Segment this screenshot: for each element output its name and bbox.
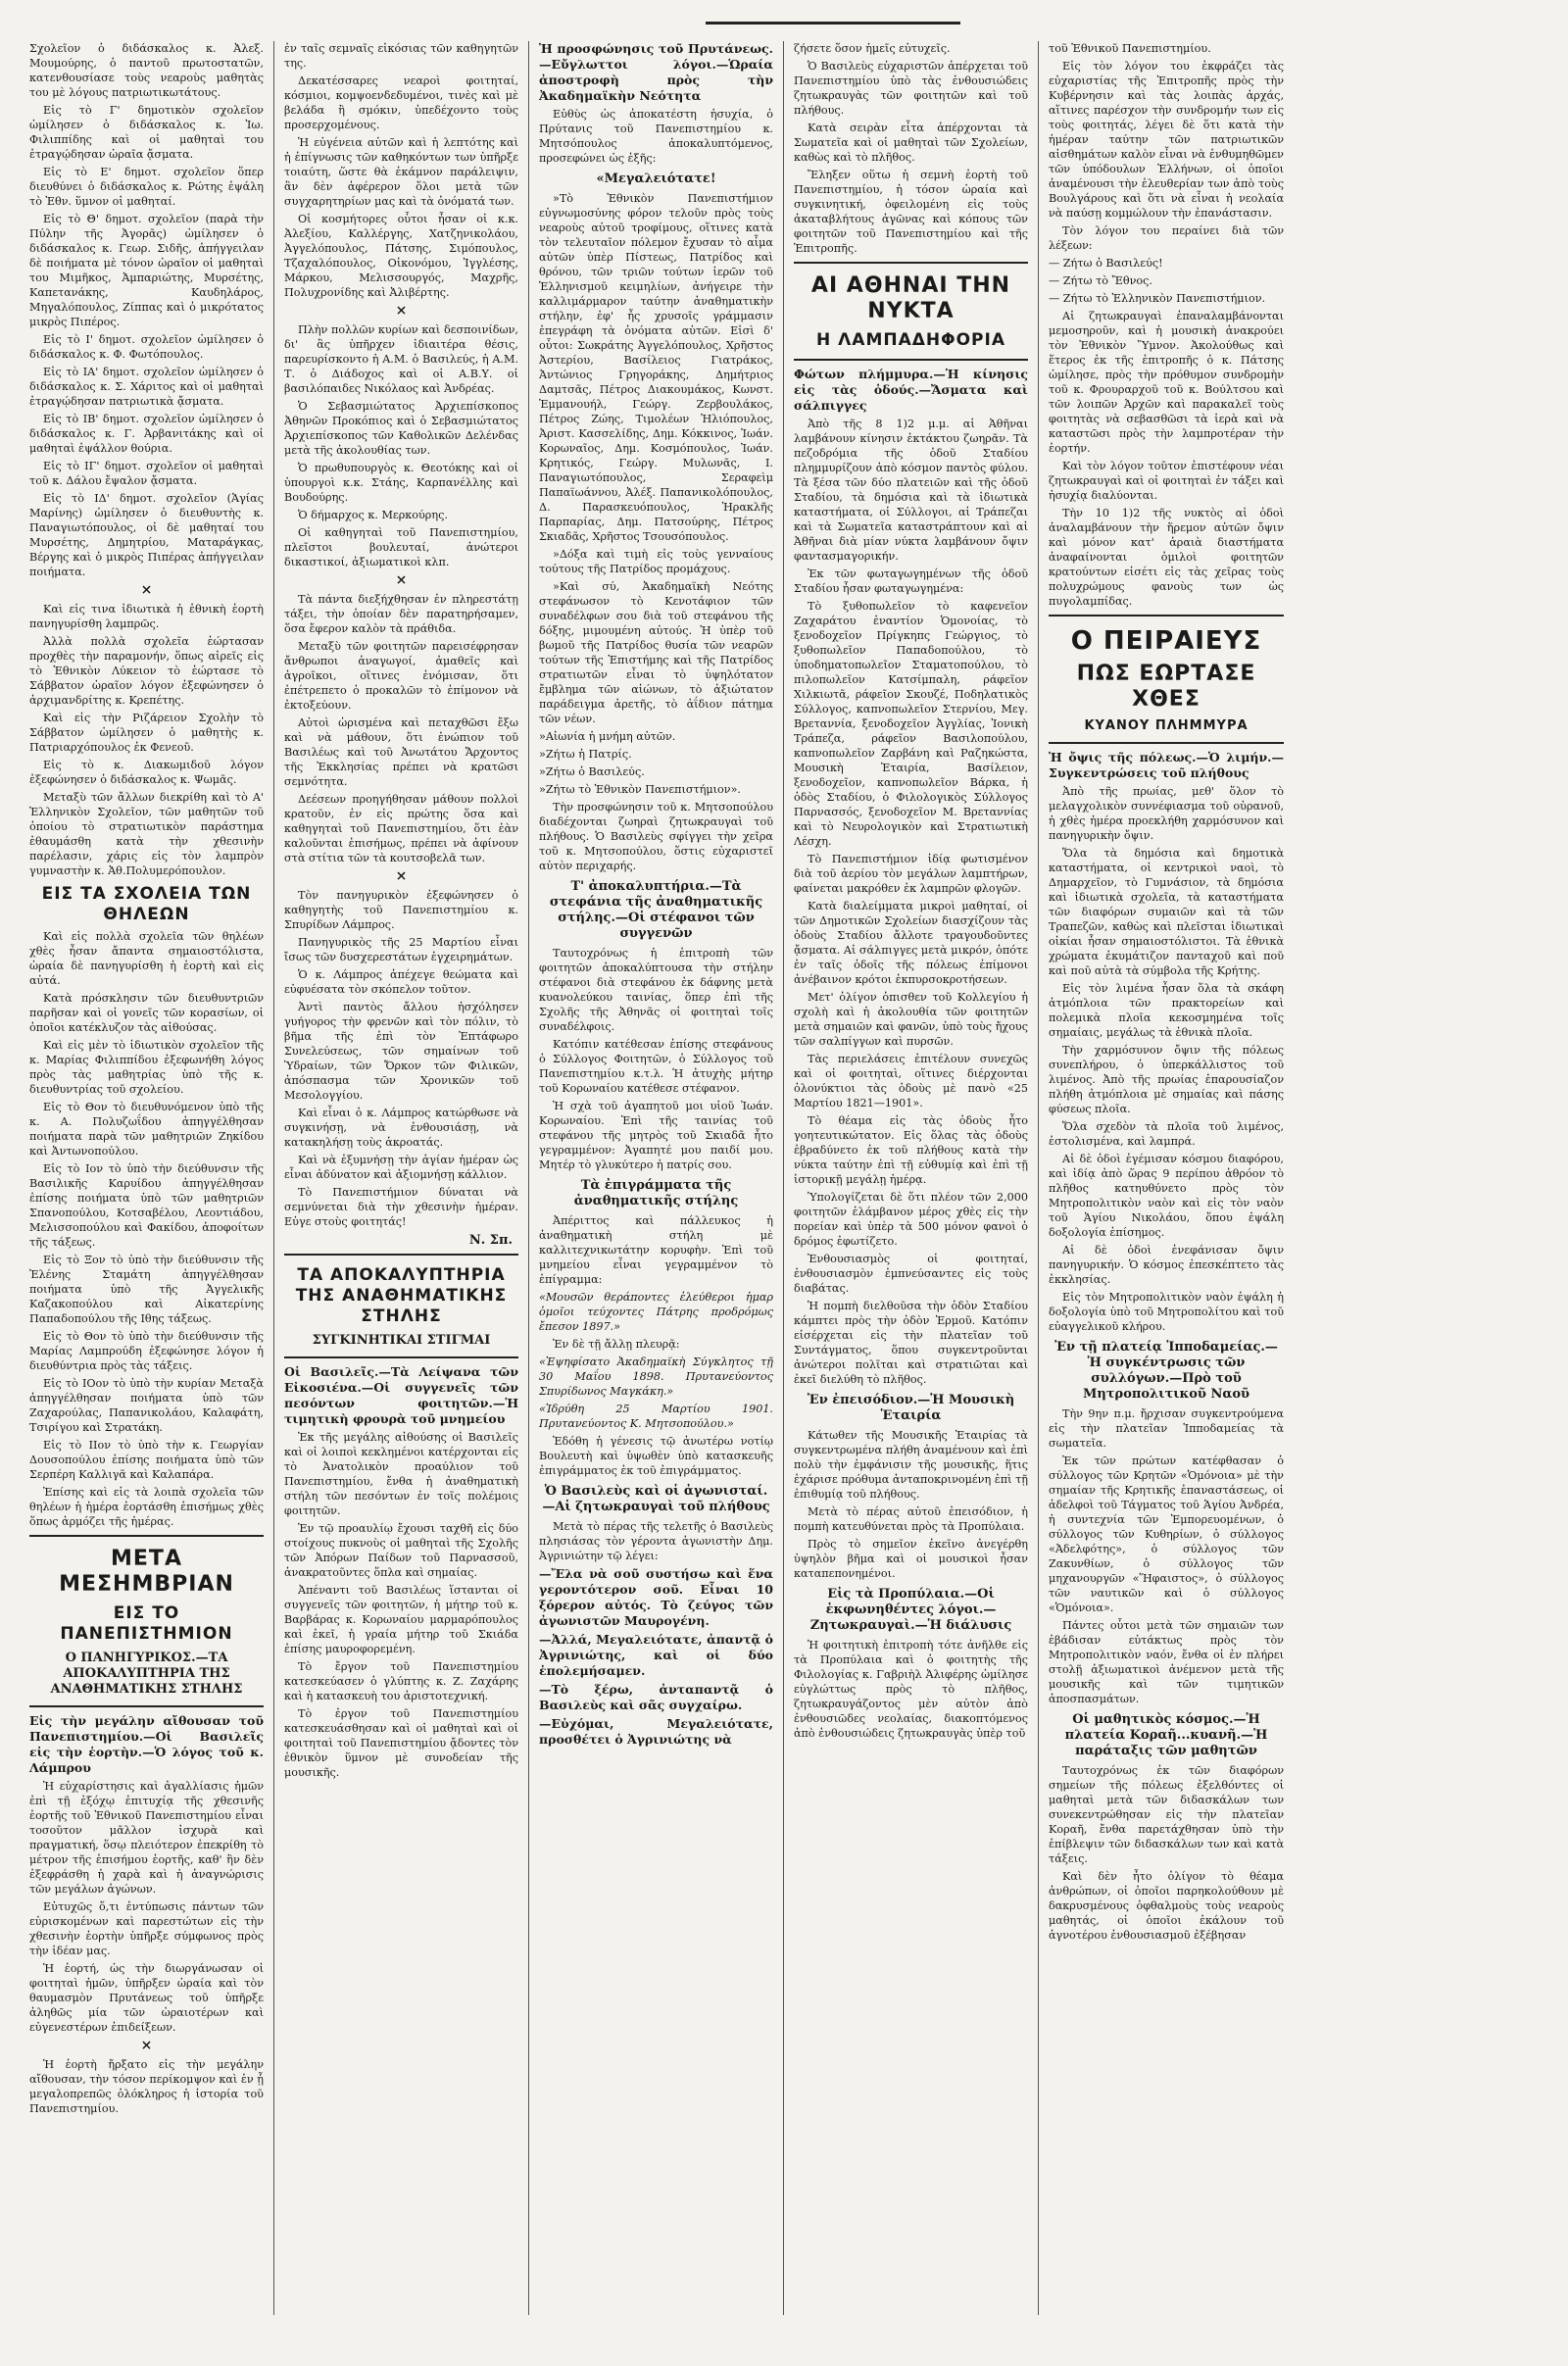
paragraph: Εἰς τὸ ΙΙον τὸ ὑπὸ τὴν κ. Γεωργίαν Δουσοπούλου ἐπίσης ποιήματα ὑπὸ τῶν Σερπέρη Καλλιγᾶ καὶ Καλαπάρα. (29, 1439, 264, 1481)
paragraph: Αὐτοὶ ὡρισμένα καὶ πεταχθῶσι ἔξω καὶ νὰ μάθουν, ὅτι ἐνώπιον τοῦ Βασιλέως καὶ τοῦ Ἀνωτάτου Ἄρχοντος τῆς Ἐκκλησίας πρέπει νὰ κρατῶσι σεμνότητα. (284, 716, 518, 788)
quoted-paragraph: »Δόξα καὶ τιμὴ εἰς τοὺς γενναίους τούτους τῆς Πατρίδος προμάχους. (539, 548, 773, 575)
paragraph: Ἡ σχὰ τοῦ ἀγαπητοῦ μοι υἱοῦ Ἰωάν. Κορωναίου. Ἐπὶ τῆς ταινίας τοῦ στεφάνου τῆς μητρὸς τοῦ Σκιαδᾶ ἦτο γεγραμμένον: Ἀγαπητέ μου παιδί μου. Μητέρ τὸ γλυκύτερο ἡ πατρίς σου. (539, 1100, 773, 1171)
subheadline: ΣΥΓΚΙΝΗΤΙΚΑΙ ΣΤΙΓΜΑΙ (312, 1333, 491, 1348)
paragraph: Τὸ θέαμα εἰς τὰς ὁδοὺς ἦτο γοητευτικώτατον. Εἰς ὅλας τὰς ὁδοὺς ἐβραδύνετο ἐκ τοῦ πλήθους κατὰ τὴν νύκτα ταύτην ἐπὶ τῇ εὐθυμίᾳ καὶ ἐπὶ τῇ ἱστορικῇ μεγάλῃ ἡμέρᾳ. (794, 1114, 1028, 1186)
paragraph: Ἀπὸ τῆς πρωίας, μεθ' ὅλον τὸ μελαγχολικὸν συννέφιασμα τοῦ οὐρανοῦ, ἡ χθὲς ἡμέρα προεκλήθη χαρμόσυνον καὶ πανηγυρικὴν ὄψιν. (1049, 785, 1284, 842)
quoted-line: »Αἰωνία ἡ μνήμη αὐτῶν. (539, 730, 676, 743)
paragraph: Κατὰ διαλείμματα μικροὶ μαθηταί, οἱ τῶν Δημοτικῶν Σχολείων διασχίζουν τὰς ὁδοὺς Σταδίου ἄλλοτε τραγουδοῦντες ᾄσματα. Αἱ σάλπιγγες μετὰ μικρόν, ὁπότε ἐν ταῖς ὁδοῖς τῆς πόλεως ἐπίμονοι ἀνέβαινον κρότοι ἐκπυρσοκροτήσεων. (794, 900, 1028, 986)
headline: Η ΛΑΜΠΑΔΗΦΟΡΙΑ (816, 330, 1005, 350)
paragraph: Εἰς τὸ Θ' δημοτ. σχολεῖον (παρὰ τὴν Πύλην τῆς Ἀγορᾶς) ὡμίλησεν ὁ διδάσκαλος κ. Γεωρ. Σιδῆς, ἀπήγγειλαν δὲ ποιήματα μὲ τόνον ὡραῖον οἱ μαθηταὶ του Μιμῆκος, Ἀμπαριώτης, Μυρσέτης, Καπετανάκης, Καυδηλάρος, Μηγαλόπουλος, Ζίππας καὶ ὁ μικρότατος μικρὸς Πιπέρος. (29, 213, 264, 328)
lead-paragraph: Ἡ προσφώνησις τοῦ Πρυτάνεως.—Εὔγλωττοι λόγοι.—Ὡραία ἀποστροφὴ πρὸς τὴν Ἀκαδημαϊκὴν Νεότητα (539, 41, 773, 103)
headline: ΑΙ ΑΘΗΝΑΙ ΤΗΝ ΝΥΚΤΑ (810, 273, 1011, 323)
paragraph: Τὸν πανηγυρικὸν ἐξεφώνησεν ὁ καθηγητὴς τοῦ Πανεπιστημίου κ. Σπυρίδων Λάμπρος. (284, 889, 518, 931)
paragraph: Αἱ δὲ ὁδοὶ ἐγέμισαν κόσμου διαφόρου, καὶ ἰδίᾳ ἀπὸ ὥρας 9 περίπου ἀθρόον τὸ πλῆθος κατηυθύνετο πρὸς τὸν Μητροπολιτικὸν ναὸν καὶ εἰς τὸν ναὸν τοῦ Ἁγίου Νικολάου, ὅπου ἐψάλη δοξολογία ἐπίσημος. (1049, 1153, 1284, 1239)
paragraph: Ἡ εὐγένεια αὐτῶν καὶ ἡ λεπτότης καὶ ἡ ἐπίγνωσις τῶν καθηκόντων των ὑπῆρξε τοιαύτη, ὥστε θὰ ἐκάμνον παράλειψιν, ἂν δὲν ἀφέρερον ὅλοι μετὰ τῶν συγχαρητηρίων μας καὶ τὰ ὀνόματά των. (284, 136, 518, 208)
paragraph: Κατὰ σειρὰν εἶτα ἀπέρχονται τὰ Σωματεῖα καὶ οἱ μαθηταὶ τῶν Σχολείων, καθὼς καὶ τὸ πλῆθος. (794, 122, 1028, 164)
dialogue-line: —Τὸ ξέρω, ἀνταπαντᾷ ὁ Βασιλεὺς καὶ σᾶς συγχαίρω. (539, 1682, 773, 1712)
paragraph: Δεκατέσσαρες νεαροὶ φοιτηταί, κόσμιοι, κομψοενδεδυμένοι, τινὲς καὶ μὲ βελάδα ἢ σμόκιν, ὑπεδέχοντο τοὺς προσερχομένους. (284, 74, 518, 131)
paragraph: Πανηγυρικὸς τῆς 25 Μαρτίου εἶναι ἴσως τῶν δυσχερεστάτων ἐγχειρημάτων. (284, 936, 518, 963)
paragraph: Εἰς τὸ Ξον τὸ ὑπὸ τὴν διεύθυνσιν τῆς Ἐλένης Σταμάτη ἀπηγγέλθησαν ποιήματα ὑπὸ τῆς Ἀγγελικῆς Καζακοπούλου καὶ Αἰκατερίνης Παπαδοπούλου τῆς Ιθης τάξεως. (29, 1254, 264, 1325)
paragraph: Ὁ Βασιλεὺς εὐχαριστῶν ἀπέρχεται τοῦ Πανεπιστημίου ὑπὸ τὰς ἐνθουσιώδεις ζητωκραυγὰς τῶν φοιτητῶν καὶ τοῦ πλήθους. (794, 60, 1028, 117)
paragraph: Τὸ ἐργον τοῦ Πανεπιστημίου κατεσκευάσθησαν καὶ οἱ μαθηταὶ καὶ οἱ φοιτηταὶ τοῦ Πανεπιστημίου ᾄδοντες τὸν ἐθνικὸν ὕμνον μὲ συνοδείαν τῆς μουσικῆς. (284, 1707, 518, 1779)
paragraph: Καὶ εἰς μὲν τὸ ἰδιωτικὸν σχολεῖον τῆς κ. Μαρίας Φιλιππίδου ἐξεφωνήθη λόγος πρὸς τὰς μαθητρίας ὑπὸ τῆς κ. διευθυντρίας τοῦ σχολείου. (29, 1039, 264, 1096)
article-columns (20, 41, 1548, 2315)
subheadline: ΚΥΑΝΟΥ ΠΛΗΜΜΥΡΑ (1084, 718, 1249, 733)
section-cross-mark: × (140, 582, 153, 598)
paragraph: Μετ' ὀλίγον ὁπισθεν τοῦ Κολλεγίου ἡ σχολὴ καὶ ἡ ἀκολουθία τῶν φοιτητῶν μετὰ σημαιῶν καὶ φανῶν, ὑπὸ τοὺς ἤχους τῶν σαλπίγγων καὶ πυρσῶν. (794, 991, 1028, 1048)
headline-box (794, 262, 1028, 361)
dialogue-line: —Ἔλα νὰ σοῦ συστήσω καὶ ἕνα γεροντότερον σοῦ. Εἶναι 10 ξόρερον αὐτός. Τὸ ζεύγος τῶν ἀγωνιστῶν Μαυρογένη. (539, 1566, 773, 1628)
column-5 (1039, 41, 1294, 2315)
dialogue-line: —Εὐχόμαι, Μεγαλειότατε, προσθέτει ὁ Ἀγρινιώτης νὰ (539, 1716, 773, 1747)
headline: ΤΑ ΑΠΟΚΑΛΥΠΤΗΡΙΑ ΤΗΣ ΑΝΑΘΗΜΑΤΙΚΗΣ ΣΤΗΛΗΣ (295, 1265, 508, 1326)
paragraph: Καὶ νὰ ἐξυμνήσῃ τὴν ἁγίαν ἡμέραν ὡς εἶναι ἀδύνατον καὶ ἀξιομνήσῃ κάλλιον. (284, 1154, 518, 1181)
paragraph: Ἀπέναντι τοῦ Βασιλέως ἵστανται οἱ συγγενεῖς τῶν φοιτητῶν, ἡ μήτηρ τοῦ κ. Βαρβάρας κ. Κορωναίου μαρμαρόπουλος καὶ ἐκεῖ, ἡ γραία μήτηρ τοῦ Σκιάδα ἐπίσης μαυροφορεμένη. (284, 1584, 518, 1655)
paragraph: Ταυτοχρόνως ἐκ τῶν διαφόρων σημείων τῆς πόλεως ἐξελθόντες οἱ μαθηταὶ μετὰ τῶν διδασκάλων των συνεκεντρώθησαν εἰς τὴν πλατεῖαν Κοραῆ, ἔνθα παρετάχθησαν ὑπὸ τὴν ἐπίβλεψιν τῶν διδασκάλων των καὶ κατὰ τάξεις. (1049, 1764, 1284, 1865)
section-heading: Οἱ μαθητικὸς κόσμος.—Ἡ πλατεία Κοραῆ...κυανῆ.—Ἡ παράταξις τῶν μαθητῶν (1064, 1712, 1268, 1758)
paragraph: Εὐτυχῶς ὅ,τι ἐντύπωσις πάντων τῶν εὑρισκομένων καὶ παρεστώτων εἰς τὴν χθεσινὴν ἑορτὴν ὑπῆρξε σύμφωνος πρὸς τὴν ἰδέαν μας. (29, 1900, 264, 1957)
paragraph: Ἔληξεν οὕτω ἡ σεμνὴ ἑορτὴ τοῦ Πανεπιστημίου, ἡ τόσον ὡραία καὶ συγκινητική, ὀφειλομένη εἰς τοὺς ἀκαταβλήτους ἀγῶνας καὶ κόπους τῶν φοιτητῶν τοῦ Πανεπιστημίου καὶ τῆς Ἐπιτροπῆς. (794, 169, 1028, 255)
paragraph: Μετὰ τὸ πέρας τῆς τελετῆς ὁ Βασιλεὺς πλησιάσας τὸν γέροντα ἀγωνιστὴν Δημ. Ἀγρινιώτην τῷ λέγει: (539, 1520, 773, 1562)
paragraph: Αἱ δὲ ὁδοὶ ἐνεφάνισαν ὄψιν πανηγυρικήν. Ὁ κόσμος ἐπεσκέπτετο τὰς ἐκκλησίας. (1049, 1244, 1284, 1286)
paragraph: Ἡ ἑορτὴ ἤρξατο εἰς τὴν μεγάλην αἴθουσαν, τὴν τόσον περίκομψον καὶ ἐν ᾗ μεγαλοπρεπῶς ὁλόκληρος ἡ ἱστορία τοῦ Πανεπιστημίου. (29, 2058, 264, 2115)
section-heading: Ὁ Βασιλεὺς καὶ οἱ ἀγωνισταί.—Αἱ ζητωκραυγαὶ τοῦ πλήθους (542, 1484, 770, 1514)
paragraph: Ἐν τῷ προαυλίῳ ἔχουσι ταχθῆ εἰς δύο στοίχους πυκνοὺς οἱ μαθηταὶ τῆς Σχολῆς τῶν Ἀπόρων Παίδων τοῦ Παρνασσοῦ, ἀνακρατοῦντες ὅπλα καὶ σημαίας. (284, 1522, 518, 1579)
paragraph: Ἐκ τῶν φωταγωγημένων τῆς ὁδοῦ Σταδίου ἦσαν φωταγωγημένα: (794, 567, 1028, 595)
cheer-line: — Ζήτω τὸ Ἑλληνικὸν Πανεπιστήμιον. (1049, 292, 1266, 305)
cheer-line: — Ζήτω τὸ Ἔθνος. (1049, 274, 1152, 287)
paragraph: Ἡ πομπὴ διελθοῦσα τὴν ὁδὸν Σταδίου κάμπτει πρὸς τὴν ὁδὸν Ἑρμοῦ. Κατόπιν εἰσέρχεται εἰς τὴν πλατεῖαν τοῦ Συντάγματος, ὅπου συγκεντροῦνται ἀνώτεροι πολῖται καὶ στρατιῶται καὶ ἐκεῖ διελύθη τὸ πλῆθος. (794, 1300, 1028, 1386)
paragraph: Ἡ φοιτητικὴ ἐπιτροπὴ τότε ἀνῆλθε εἰς τὰ Προπύλαια καὶ ὁ φοιτητὴς τῆς Φιλολογίας κ. Γαβριὴλ Ἀλιφέρης ὡμίλησε εὐγλώττως πρὸς τὸ πλῆθος, ζητωκραυγάζοντος μὲν αὐτὸν ἀπὸ ἐνθουσιῶδες νεολαίας, διακοπτόμενος ἀπὸ ἐνθουσιώδεις ζητωκραυγὰς ὑπὲρ τοῦ (794, 1639, 1028, 1740)
quoted-paragraph: »Καὶ σύ, Ἀκαδημαϊκὴ Νεότης στεφάνωσον τὸ Κενοτάφιον τῶν συναδέλφων σου διὰ τοῦ στεφάνου τῆς δόξης, μιμουμένη αὐτούς. Ἡ ὑπὲρ τοῦ βωμοῦ τῆς Πατρίδος θυσία τῶν νεαρῶν τούτων τῆς Ἐπιστήμης καὶ τῆς Πατρίδος στρατιωτῶν εἶναι τὸ ὑψηλότατον ἔμβλημα τῶν αἰώνων, τὸ ἀξιώτατον παράδειγμα ἀρετῆς, τὸ ἀΐδιον πάτημα τῶν νέων. (539, 580, 773, 725)
section-cross-mark: × (395, 572, 408, 588)
paragraph: Τὴν χαρμόσυνον ὄψιν τῆς πόλεως συνεπλήρου, ὁ ὑπερκάλλιστος τοῦ λιμένος. Ἀπὸ τῆς πρωίας ἐπαρουσίαζον πλήθη ἀτμόπλοια μὲ σημαίας καὶ πάσης φύσεως πλοῖα. (1049, 1044, 1284, 1115)
paragraph: Δεέσεων προηγήθησαν μάθουν πολλοὶ κρατοῦν, ἐν εἰς πρώτης ὅσα καὶ καθηγηταὶ τοῦ Πανεπιστημίου, ὅτι ἐὰν καλοῦνται ἐπισήμως, πρέπει νὰ ἀφίνουν στὰ στίτια τῶν τὰ κουτσοβελᾶ των. (284, 793, 518, 864)
paragraph: Αἱ ζητωκραυγαὶ ἐπαναλαμβάνονται μεμοσηροῦν, καὶ ἡ μουσικὴ ἀνακρούει τὸν Ἐθνικὸν Ὕμνον. Ἀκολούθως καὶ ἕτερος ἐκ τῆς ἐπιτροπῆς ὁ κ. Πάτσης ὡμίλησε, πρὸς τὴν πρόθυμον συνδρομὴν τοῦ κ. Φρουραρχοῦ τοῦ κ. Βούλτσου καὶ τῶν λοιπῶν Ἀρχῶν καὶ παρακαλεῖ τοὺς φοιτητὰς νὰ σεβασθῶσι τὰ ἱερὰ καὶ νὰ καταστῶσι πρὸς τὴν λαμπροτέραν τὴν ἑορτήν. (1049, 310, 1284, 455)
subheadline: Ο ΠΑΝΗΓΥΡΙΚΟΣ.—ΤΑ ΑΠΟΚΑΛΥΠΤΗΡΙΑ ΤΗΣ ΑΝΑΘΗΜΑΤΙΚΗΣ ΣΤΗΛΗΣ (50, 1651, 243, 1697)
headline: ΕΙΣ ΤΟ ΠΑΝΕΠΙΣΤΗΜΙΟΝ (60, 1603, 233, 1644)
paragraph: Ἀντὶ παντὸς ἄλλου ἠσχόλησεν γυήγορος τὴν φρενῶν καὶ τὸν πόλιν, τὸ βῆμα τῆς ἐπὶ τὸν Ἐπτάφωρο Συνελεύσεως, τῶν σημαίνων τοῦ Ὑδραίων, τῶν Ὄρκον τῶν Φιλικῶν, ἀπόσπασμα τῶν Χρονικῶν τοῦ Μεσολογγίου. (284, 1001, 518, 1102)
section-heading: Ἐν τῇ πλατείᾳ Ἱπποδαμείας.—Ἡ συγκέντρωσις τῶν συλλόγων.—Πρὸ τοῦ Μητροπολιτικοῦ Ναοῦ (1054, 1340, 1278, 1402)
paragraph: Μεταξὺ τῶν ἄλλων διεκρίθη καὶ τὸ Α' Ἑλληνικὸν Σχολεῖον, τῶν μαθητῶν τοῦ ὁποίου τὸ στρατιωτικὸν παράστημα ἐθαυμάσθη κατὰ τὴν χθεσινὴν παρέλασιν, χάρις εἰς τὸν λαμπρὸν γυμναστὴν κ. Ἀθ.Πολυμερόπουλον. (29, 791, 264, 877)
paragraph: Ἀπὸ τῆς 8 1)2 μ.μ. αἱ Ἀθῆναι λαμβάνουν κίνησιν ἐκτάκτου ζωηρᾶν. Τὰ πεζοδρόμια τῆς ὁδοῦ Σταδίου πλημμυρίζουν ἀπὸ κόσμον παντὸς φύλου. Τὰ ξέσα τῶν δύο πλατειῶν καὶ τῆς ὁδοῦ Σταδίου, τὰ δημόσια καὶ τὰ ἰδιωτικὰ καταστήματα, οἱ Σύλλογοι, αἱ Τράπεζαι καὶ τὰ Σωματεῖα καταστράπτουν καὶ αἱ Ἀθῆναι διὰ μίαν νύκτα λαμβάνουν ὄψιν φαντασμαγορικήν. (794, 418, 1028, 563)
section-heading: ΕΙΣ ΤΑ ΣΧΟΛΕΙΑ ΤΩΝ ΘΗΛΕΩΝ (41, 884, 252, 924)
paragraph: Κατὰ πρόσκλησιν τῶν διευθυντριῶν παρῆσαν καὶ οἱ γονεῖς τῶν κορασίων, οἱ ὁποῖοι κατέκλυζον τὰς αἰθούσας. (29, 992, 264, 1034)
paragraph: Ὁ δήμαρχος κ. Μερκούρης. (298, 509, 448, 521)
paragraph: Τὴν 9ην π.μ. ἤρχισαν συγκεντρούμενα εἰς τὴν πλατεῖαν Ἱπποδαμείας τὰ σωματεῖα. (1049, 1407, 1284, 1450)
paragraph: Εἰς τὸ ΙΟον τὸ ὑπὸ τὴν κυρίαν Μεταξὰ ἀπηγγέλθησαν ποιήματα ὑπὸ τῶν Ζαχαρούλας, Παπανικολάου, Καλαφάτη, Τσιρίγου καὶ Στρατάκη. (29, 1377, 264, 1434)
quoted-line: »Ζήτω ὁ Βασιλεύς. (539, 765, 645, 778)
paragraph: Τὴν 10 1)2 τῆς νυκτὸς αἱ ὁδοὶ ἀναλαμβάνουν τὴν ἥρεμον αὐτῶν ὄψιν καὶ μόνον κατ' ἀραιὰ διαστήματα ἀναφαίνονται ὁμιλοὶ φοιτητῶν κρατούντων εἰσέτι εἰς τὰς χεῖρας τοὺς πολυχρώμους φανοὺς των ὡς πυγολαμπίδας. (1049, 507, 1284, 608)
paragraph: Εἰς τὸ Θον τὸ ὑπὸ τὴν διεύθυνσιν τῆς Μαρίας Λαμπρούδη ἐξεφώνησε λόγον ἡ διευθύντρια πρὸς τὰς τάξεις. (29, 1330, 264, 1372)
paragraph: Ἐδόθη ἡ γένεσις τῷ ἀνωτέρω νοτίῳ Βουλευτὴ καὶ ὑψωθὲν ὑπὸ κατασκευῆς ἐπιγράμματος ἐκ τοῦ ἐπιγράμματος. (539, 1435, 773, 1477)
section-heading: Τὰ ἐπιγράμματα τῆς ἀναθηματικῆς στήλης (573, 1178, 739, 1208)
section-heading: Ἐν ἐπεισόδιον.—Ἡ Μουσικὴ Ἑταιρία (807, 1393, 1015, 1423)
paragraph: Τὸ Πανεπιστήμιον ἰδίᾳ φωτισμένον διὰ τοῦ ἀερίου τὸν μεγάλων λαμπτήρων, φαίνεται μακρόθεν ἐκ λαμπρῶν φλογῶν. (794, 853, 1028, 895)
paragraph: Ὁ Σεβασμιώτατος Ἀρχιεπίσκοπος Ἀθηνῶν Προκόπιος καὶ ὁ Σεβασμιώτατος Ἀρχιεπίσκοπος τῶν Καθολικῶν Δελένδας μετὰ τῆς ἀκολουθίας των. (284, 400, 518, 457)
paragraph: Καὶ εἰς πολλὰ σχολεῖα τῶν θηλέων χθὲς ἦσαν ἄπαντα σημαιοστόλιστα, ὡραία δὲ πανηγυρίσθη ἡ ἑορτὴ καὶ εἰς αὐτά. (29, 930, 264, 987)
paragraph: Τὴν προσφώνησιν τοῦ κ. Μητσοπούλου διαδέχονται ζωηραὶ ζητωκραυγαὶ τοῦ πλήθους. Ὁ Βασιλεὺς σφίγγει τὴν χεῖρα τοῦ κ. Μητσοπούλου, ὅστις εὐχαριστεῖ αὐτὸν περιχαρής. (539, 801, 773, 872)
paragraph: Τὸν λόγον του περαίνει διὰ τῶν λέξεων: (1049, 224, 1284, 252)
headline: Ο ΠΕΙΡΑΙΕΥΣ (1070, 626, 1262, 656)
paragraph: Κάτωθεν τῆς Μουσικῆς Ἑταιρίας τὰ συγκεντρωμένα πλήθη ἀναμένουν καὶ ἐπὶ πολὺ τὴν ἐμφάνισιν τῆς μουσικῆς, ἥτις ἐχάρισε πρόθυμα ἀνταποκρινομένη ἐπὶ τῇ ἐπιθυμίᾳ τοῦ πλήθους. (794, 1429, 1028, 1501)
paragraph: Ὑπολογίζεται δὲ ὅτι πλέον τῶν 2,000 φοιτητῶν ἐλάμβανον μέρος χθὲς εἰς τὴν πορείαν καὶ ὑπὲρ τὰ 500 μόνον φανοὶ ὁ δρόμος ἐφωτίζετο. (794, 1191, 1028, 1248)
section-cross-mark: × (395, 868, 408, 884)
paragraph: Καὶ εἰς τὴν Ριζάρειον Σχολὴν τὸ Σάββατον ὡμίλησεν ὁ μαθητὴς κ. Πατριαρχόπουλος ἐκ Φενεοῦ. (29, 712, 264, 754)
paragraph: Ὅλα σχεδὸν τὰ πλοῖα τοῦ λιμένος, ἐστολισμένα, καὶ λαμπρά. (1049, 1120, 1284, 1148)
paragraph: Καὶ εἶναι ὁ κ. Λάμπρος κατώρθωσε νὰ συγκινήσῃ, νὰ ἐνθουσιάσῃ, νὰ κατακηλήσῃ τοὺς ἀκροατάς. (284, 1107, 518, 1149)
paragraph: Ἐκ τῆς μεγάλης αἰθούσης οἱ Βασιλεῖς καὶ οἱ λοιποὶ κεκλημένοι κατέρχονται εἰς τὸ Ἀνατολικὸν προαύλιον τοῦ Πανεπιστημίου, ἔνθα ἡ ἀναθηματικὴ στήλη τῶν πεσόντων ἐν τοῖς πολέμοις φοιτητῶν. (284, 1431, 518, 1517)
paragraph: ἐν ταῖς σεμναῖς εἰκόσιας τῶν καθηγητῶν της. (284, 42, 518, 70)
paragraph: Ὅλα τὰ δημόσια καὶ δημοτικὰ καταστήματα, οἱ κεντρικοὶ ναοὶ, τὸ Δημαρχεῖον, τὸ Γυμνάσιον, τὰ δημόσια καὶ ἰδιωτικὰ σχολεῖα, τὰ καταστήματα τῶν διαφόρων συμαιῶν καὶ τὰ τῶν Τραπεζῶν, καθὼς καὶ πλεῖσται ἰδιωτικαὶ οἰκίαι ἦσαν σημαιοστόλιστοι. Τὰ ἐθνικὰ χρώματα ἐκυμάτιζον πανταχοῦ καὶ ποῦ καὶ ποῦ αὐτὰ τὰ σύμβολα τῆς Κρήτης. (1049, 847, 1284, 977)
headline-box (1049, 615, 1284, 744)
paragraph: Εἰς τὸν λόγον του ἐκφράζει τὰς εὐχαριστίας τῆς Ἐπιτροπῆς πρὸς τὴν Κυβέρνησιν καὶ τὰς λοιπὰς ἀρχάς, αἵτινες παρέσχον τὴν συνδρομήν των εἰς τοὺς φοιτητάς, λέγει δὲ ὅτι κατὰ τὴν ἡμέραν ταύτην τῶν πατριωτικῶν αἰσθημάτων καλὸν εἶναι νὰ ἐνθυμηθῶμεν τῶν ὑπόδουλων Ἑλλήνων, οἱ ὁποῖοι ἀναμένουσι τὴν ἐλευθερίαν των ἀπὸ τοὺς Βουλγάρους καὶ ὅτι νὰ εἶναι ἡ νεολαία νὰ παύσῃ κομμώλουν τὴν ἐπανάστασιν. (1049, 60, 1284, 220)
paragraph: Οἱ καθηγηταὶ τοῦ Πανεπιστημίου, πλεῖστοι βουλευταί, ἀνώτεροι δικαστικοί, ἀξιωματικοὶ κλπ. (284, 526, 518, 568)
quoted-paragraph: »Τὸ Ἐθνικὸν Πανεπιστήμιον εὐγνωμοσύνης φόρον τελοῦν πρὸς τοὺς νεαροὺς αὐτοῦ τροφίμους, οἵτινες κατὰ τὸν τελευταῖον πόλεμον ἔχυσαν τὸ αἷμα αὐτῶν ὑπὲρ Πίστεως, Πατρίδος καὶ θρόνου, τῶν τριῶν τούτων ἱερῶν τοῦ Ἑλληνισμοῦ κειμηλίων, ἀνήγειρε τὴν καλλιμάρμαρον ταύτην ἀναθηματικὴν στήλην, ἐφ' ἧς χρυσοῖς γράμμασιν ἐπεγράφη τὰ ὀνόματα αὐτῶν. Εἰσὶ δ' οὗτοι: Σωκράτης Ἀγγελόπουλος, Χρῆστος Ἀστερίου, Βασίλειος Γιατράκος, Ἀντώνιος Γρηγοράκης, Δημήτριος Δαμτσᾶς, Πέτρος Διακουμάκος, Κωνστ. Ἐμμανουήλ, Γεώργ. Ζερβουλάκος, Πέτρος Ζώης, Τιμολέων Ἠλιόπουλος, Ἀριστ. Κασσελίδης, Δημ. Κόκκινος, Ἰωάν. Κορωναῖος, Δημ. Κοσμόπουλος, Ἰωάν. Κρητικός, Γεώργ. Μυλωνᾶς, Ι. Παναγιωτόπουλος, Σεραφεὶμ Παπαϊωάννου, Ἀλέξ. Παπανικολόπουλος, Δ. Παρασκευόπουλος, Ἡρακλῆς Παρπαρίας, Δημ. Πατσούρης, Πέτρος Σκιαδᾶς, Χρῆστος Τσουσόπουλος. (539, 192, 773, 543)
column-3 (529, 41, 784, 2315)
headline-box (29, 1535, 264, 1707)
lead-paragraph: Φώτων πλήμμυρα.—Ἡ κίνησις εἰς τὰς ὁδούς.—Ἄσματα καὶ σάλπιγγες (794, 367, 1028, 413)
paragraph: Εὐθὺς ὡς ἀποκατέστη ἡσυχία, ὁ Πρύτανις τοῦ Πανεπιστημίου κ. Μητσόπουλος ἀποκαλυπτόμενος, προσεφώνει ὡς ἐξῆς: (539, 108, 773, 165)
column-1 (20, 41, 274, 2315)
paragraph: Εἰς τὸ Ιον τὸ ὑπὸ τὴν διεύθυνσιν τῆς Βασιλικῆς Καρυίδου ἀπηγγέλθησαν ἐπίσης ποιήματα ὑπὸ τῶν μαθητριῶν Σπανοπούλου, Κοτσαβέλου, Λεοντιάδου, Μελισσοπούλου καὶ Φακίδου, ἀποφοίτων τῆς τάξεως. (29, 1162, 264, 1249)
paragraph: Ἐν δὲ τῇ ἄλλῃ πλευρᾷ: (553, 1338, 680, 1351)
paragraph: Κατόπιν κατέθεσαν ἐπίσης στεφάνους ὁ Σύλλογος Φοιτητῶν, ὁ Σύλλογος τοῦ Πανεπιστημίου κ.τ.λ. Ἡ ἀτυχὴς μήτηρ τοῦ Κορωναίου κατέθεσε στέφανον. (539, 1038, 773, 1095)
paragraph: Μεταξὺ τῶν φοιτητῶν παρεισέφρησαν ἄνθρωποι ἀναγωγοί, ἀμαθεῖς καὶ ἀγροῖκοι, οἵτινες ἐνόμισαν, ὅτι ἐπέτρεπετο ὁ προκαλῶν τὸ ἐπίμονον νὰ ἐκτοξεύουν. (284, 640, 518, 712)
paragraph: Καὶ δὲν ἦτο ὀλίγον τὸ θέαμα ἀνθρώπων, οἱ ὁποῖοι παρηκολούθουν μὲ δακρυσμένους ὀφθαλμοὺς τοὺς νεαροὺς μαθητάς, οἱ ὁποῖοι ἐκάλουν τοῦ ἀγνοτέρου ἐνθουσιασμοῦ ἐξέβησαν (1049, 1870, 1284, 1942)
section-heading: Εἰς τὰ Προπύλαια.—Οἱ ἐκφωνηθέντες λόγοι.—Ζητωκραυγαὶ.—Ἡ διάλυσις (809, 1587, 1012, 1633)
paragraph: Ὁ πρωθυπουργὸς κ. Θεοτόκης καὶ οἱ ὑπουργοὶ κ.κ. Στάης, Καρπανέλλης καὶ Βουδούρης. (284, 462, 518, 504)
quoted-line: »Ζήτω τὸ Ἐθνικὸν Πανεπιστήμιον». (539, 783, 741, 796)
paragraph: Εἰς τὸ ΙΒ' δημοτ. σχολεῖον ὡμίλησεν ὁ διδάσκαλος κ. Γ. Ἀρβανιτάκης καὶ οἱ μαθηταὶ ἐψάλλον θούρια. (29, 413, 264, 455)
column-4 (784, 41, 1039, 2315)
paragraph: Ἐκ τῶν πρώτων κατέφθασαν ὁ σύλλογος τῶν Κρητῶν «Ὁμόνοια» μὲ τὴν σημαίαν τῆς Κρητικῆς ἐπαναστάσεως, οἱ ἀδελφοὶ τοῦ Τάγματος τοῦ Ἁγίου Ἀνδρέα, ἡ συντεχνία τῶν Ἐμπορευομένων, ὁ σύλλογος τῶν Κυθηρίων, ὁ σύλλογος «Ἀδελφότης», ὁ σύλλογος τῶν Ζακυνθίων, ὁ σύλλογος τῶν μηχανουργῶν «Ἥφαιστος», ὁ σύλλογος τῶν ναυτικῶν καὶ ὁ σύλλογος «Ὁμόνοια». (1049, 1454, 1284, 1614)
paragraph: Καὶ τὸν λόγον τοῦτον ἐπιστέφουν νέαι ζητωκραυγαὶ καὶ οἱ φοιτηταὶ ἐν τάξει καὶ ἡσυχίᾳ διαλύονται. (1049, 460, 1284, 502)
paragraph: Τὰ πάντα διεξήχθησαν ἐν πληρεστάτῃ τάξει, τὴν ὁποίαν δὲν παρατηρήσαμεν, ὅσα ἔφερον καλὸν τὰ πράθιδα. (284, 593, 518, 635)
column-2 (274, 41, 529, 2315)
lead-paragraph: Οἱ Βασιλεῖς.—Τὰ Λείψανα τῶν Εἰκοσιένα.—Οἱ συγγενεῖς τῶν πεσόντων φοιτητῶν.—Ἡ τιμητικὴ φρουρὰ τοῦ μνημείου (284, 1364, 518, 1426)
paragraph: Εἰς τὸ κ. Διακωμιδοῦ λόγον ἐξεφώνησεν ὁ διδάσκαλος κ. Ψωμᾶς. (29, 759, 264, 786)
author-signature: Ν. Σπ. (468, 1233, 513, 1248)
paragraph: ζήσετε ὅσον ἡμεῖς εὐτυχεῖς. (794, 42, 951, 55)
paragraph: Πλὴν πολλῶν κυρίων καὶ δεσποινίδων, δι' ἃς ὑπῆρχεν ἰδιαιτέρα θέσις, παρευρίσκοντο ἡ Α.Μ. ὁ Βασιλεύς, ἡ Α.Μ. Τ. ὁ Διάδοχος καὶ οἱ Α.Β.Υ. οἱ βασιλόπαιδες Νικόλαος καὶ Ἀνδρέας. (284, 323, 518, 395)
paragraph: Εἰς τὸ ΙΔ' δημοτ. σχολεῖον (Ἁγίας Μαρίνης) ὡμίλησεν ὁ διευθυντὴς κ. Παναγιωτόπουλος, οἱ δὲ μαθηταί του Μυρσέτης, Δημητρίου, Ματαράγκας, Βέργης καὶ ὁ μικρὸς Πιπέρας ἀπήγγειλαν ποιήματα. (29, 492, 264, 578)
section-cross-mark: × (140, 2038, 153, 2053)
paragraph: Σχολεῖον ὁ διδάσκαλος κ. Ἀλεξ. Μουμούρης, ὁ παντοῦ πρωτοστατῶν, κατενθουσίασε τοὺς νεαροὺς μαθητὰς του μὲ λόγους πατριωτικωτάτους. (29, 42, 264, 99)
paragraph: Ἀπέριττος καὶ πάλλευκος ἡ ἀναθηματικὴ στήλη μὲ καλλιτεχνικωτάτην κορυφὴν. Ἐπὶ τοῦ μνημείου εἶναι γεγραμμένον τὸ ἐπίγραμμα: (539, 1214, 773, 1286)
paragraph: Πάντες οὗτοι μετὰ τῶν σημαιῶν των ἐβάδισαν εὐτάκτως πρὸς τὸν Μητροπολιτικὸν ναόν, ἔνθα οἱ ἐν πλήρει στολῇ ἀξιωματικοὶ ἀνέμενον μετὰ τῆς μουσικῆς καὶ τῶν τιμητικῶν ἀποσπασμάτων. (1049, 1619, 1284, 1705)
paragraph: Οἱ κοσμήτορες οὗτοι ἦσαν οἱ κ.κ. Ἀλεξίου, Καλλέργης, Χατζηνικολάου, Ἀγγελόπουλος, Πάτσης, Σιμόπουλος, Τζαχαλόπουλος, Οἰκονόμου, Ἰγγλέσης, Μάρκου, Μελισσουργός, Μαχρῆς, Πολυχρονίδης καὶ Ἀλιβέρτης. (284, 213, 518, 299)
paragraph: Εἰς τὸ Ι' δημοτ. σχολεῖον ὡμίλησεν ὁ διδάσκαλος κ. Φ. Φωτόπουλος. (29, 333, 264, 361)
cheer-line: — Ζήτω ὁ Βασιλεύς! (1049, 257, 1163, 270)
lead-paragraph: Ἡ ὄψις τῆς πόλεως.—Ὁ λιμήν.—Συγκεντρώσεις τοῦ πλήθους (1049, 750, 1284, 780)
inscription: «Μουσῶν θεράποντες ἐλεύθεροι ἡμαρ ὁμοῖοι τεύχοντες Πάτρης προδρόμως ἔπεσον 1897.» (539, 1291, 773, 1333)
headline: ΠΩΣ ΕΩΡΤΑΣΕ ΧΘΕΣ (1076, 662, 1256, 712)
paragraph: Ὁ κ. Λάμπρος ἀπέχεγε θεώματα καὶ εὐφυέσατα τὸν σκόπελον τοῦτον. (284, 968, 518, 996)
paragraph: Τὸ ξυθοπωλεῖον τὸ καφενεῖον Ζαχαράτου ἐναντίον Ὁμονοίας, τὸ ξενοδοχεῖον Πρίγκηπς Γεώργιος, τὸ ξυθοπωλεῖον Παπαδοπούλου, τὸ ὑποδηματοπωλεῖον Σταματοπούλου, τὸ πιλοπωλεῖον Κατσίμπαλη, ράφεῖον Χιλκιωτᾶ, ράφεῖον Σκουζέ, Ποδηλατικὸς Σύλλογος, καπνοπωλεῖον Στερνίου, Μεγ. Βρεταννία, ξενοδοχεῖον Ἀγγλίας, Ἰονικὴ Τράπεζα, ράφεῖον Βασιλοπούλου, καπνοπωλεῖον Ζαρβάνη καὶ Ραζηκώστα, Μουσικὴ Ἑταιρία, Βασίλειον, ξενοδοχεῖον, καπνοπωλεῖον Βάρκα, ἡ ὁδὸς Σταδίου, ὁ Φιλολογικὸς Σύλλογος Παρνασσός, ξενοδοχεῖον Μ. Βρεταννίας καὶ τὸ Νευρολογικὸν καὶ Στρατιωτικὴ Λέσχη. (794, 600, 1028, 848)
section-heading: Τ' ἀποκαλυπτήρια.—Τὰ στεφάνια τῆς ἀναθηματικῆς στήλης.—Οἱ στέφανοι τῶν συγγενῶν (549, 879, 763, 941)
paragraph: Ἡ εὐχαρίστησις καὶ ἀγαλλίασις ἡμῶν ἐπὶ τῇ ἐξόχῳ ἐπιτυχίᾳ τῆς χθεσινῆς ἑορτῆς τοῦ Ἐθνικοῦ Πανεπιστημίου εἶναι τοσοῦτον μᾶλλον ἰσχυρὰ καὶ πραγματική, ὅσῳ πλειότερον ἐπεκρίθη τὸ μέτρον τῆς ἐπισήμου ἑορτῆς, καθ' ἣν δὲν ἐξεφράσθη ἡ χαρὰ καὶ ἡ ἀναγνώρισις τῶν μεγάλων ἀγώνων. (29, 1780, 264, 1896)
paragraph: Εἰς τὸ Θον τὸ διευθυνόμενον ὑπὸ τῆς κ. Α. Πολυζωΐδου ἀπηγγέλθησαν ποιήματα παρὰ τῶν μαθητριῶν Ζηκίδου καὶ Ἀντωνοπούλου. (29, 1101, 264, 1158)
paragraph: Τὸ Πανεπιστήμιον δύναται νὰ σεμνύνεται διὰ τὴν χθεσινὴν ἡμέραν. Εὐγε στοὺς φοιτητάς! (284, 1186, 518, 1228)
paragraph: Καὶ εἰς τινα ἰδιωτικὰ ἡ ἐθνικὴ ἑορτὴ πανηγυρίσθη λαμπρῶς. (29, 603, 264, 630)
paragraph: Τὸ ἔργον τοῦ Πανεπιστημίου κατεσκεύασεν ὁ γλύπτης κ. Ζ. Ζαχάρης καὶ ἡ κατασκευὴ του ἀριστοτεχνική. (284, 1660, 518, 1702)
paragraph: Εἰς τὸν Μητροπολιτικὸν ναὸν ἐψάλη ἡ δοξολογία ὑπὸ τοῦ Μητροπολίτου καὶ τοῦ εὐαγγελικοῦ κλήρου. (1049, 1291, 1284, 1333)
paragraph: Εἰς τὸ Ε' δημοτ. σχολεῖον ὅπερ διευθύνει ὁ διδάσκαλος κ. Ρώτης ἐψάλη τὸ Ἐθν. ὕμνον οἱ μαθηταί. (29, 166, 264, 208)
lead-paragraph: Εἰς τὴν μεγάλην αἴθουσαν τοῦ Πανεπιστημίου.—Οἱ Βασιλεῖς εἰς τὴν ἑορτὴν.—Ὁ λόγος τοῦ κ. Λάμπρου (29, 1713, 264, 1775)
speech-salutation: «Μεγαλειότατε! (596, 172, 716, 186)
paragraph: Μετὰ τὸ πέρας αὐτοῦ ἐπεισόδιον, ἡ πομπὴ κατευθύνεται πρὸς τὰ Προπύλαια. (794, 1505, 1028, 1533)
paragraph: Ἡ ἑορτή, ὡς τὴν διωργάνωσαν οἱ φοιτηταὶ ἡμῶν, ὑπῆρξεν ὡραία καὶ τὸν θαυμασμὸν Πρυτάνεως τοῦ ὑπῆρξε ἀληθῶς μία τῶν ὡραιοτέρων καὶ εὐγενεστέρων ἐπιδείξεων. (29, 1962, 264, 2034)
headline: ΜΕΤΑ ΜΕΣΗΜΒΡΙΑΝ (59, 1547, 234, 1597)
top-rule (706, 22, 960, 25)
paragraph: Ἐπίσης καὶ εἰς τὰ λοιπὰ σχολεῖα τῶν θηλέων ἡ ἡμέρα ἐορτάσθη ἐπισήμως χθὲς ὅπως ἀρμόζει τῆς ἡμέρας. (29, 1486, 264, 1528)
quoted-line: »Ζήτω ἡ Πατρίς. (539, 748, 632, 761)
paragraph: Εἰς τὸ Γ' δημοτικὸν σχολεῖον ὡμίλησεν ὁ διδάσκαλος κ. Ἰω. Φιλιππίδης καὶ οἱ μαθηταὶ του ἐτραγῴδησαν ὡραῖα ᾄσματα. (29, 104, 264, 161)
paragraph: Πρὸς τὸ σημεῖον ἐκεῖνο ἀνεγέρθη ὑψηλὸν βῆμα καὶ οἱ μουσικοὶ ἦσαν καταπεπονημένοι. (794, 1538, 1028, 1580)
section-cross-mark: × (395, 303, 408, 319)
paragraph: Εἰς τὸ ΙΓ' δημοτ. σχολεῖον οἱ μαθηταὶ τοῦ κ. Δάλου ἔψαλον ᾄσματα. (29, 460, 264, 487)
paragraph: Εἰς τὸ ΙΑ' δημοτ. σχολεῖον ὡμίλησεν ὁ διδάσκαλος κ. Σ. Χάριτος καὶ οἱ μαθηταὶ ἐτραγῴδησαν πατριωτικὰ ᾄσματα. (29, 366, 264, 408)
paragraph: Τὰς περιελάσεις ἐπιτέλουν συνεχῶς καὶ οἱ φοιτηταὶ, οἵτινες διέρχονται ὁλονύκτιοι τὰς ὁδοὺς μὲ πανὸ «25 Μαρτίου 1821—1901». (794, 1053, 1028, 1109)
dialogue-line: —Ἀλλά, Μεγαλειότατε, ἀπαντᾷ ὁ Ἀγρινιώτης, καὶ οἱ δύο ἐπολεμήσαμεν. (539, 1632, 773, 1678)
inscription: «Ἱδρύθη 25 Μαρτίου 1901. Πρυτανεύοντος Κ. Μητσοπούλου.» (539, 1403, 773, 1430)
paragraph: Ἀλλὰ πολλὰ σχολεῖα ἑώρτασαν προχθὲς τὴν παραμονήν, ὅπως αἱρεῖς εἰς τὸ Ἑθνικὸν Λύκειον τὸ ἑώρτασε τὸ Σάββατον ὡραῖον λόγον ἐξεφώνησεν ὁ ἀρχιμανδρίτης κ. Κρεπέτης. (29, 635, 264, 707)
paragraph: Ταυτοχρόνως ἡ ἐπιτροπὴ τῶν φοιτητῶν ἀποκαλύπτουσα τὴν στήλην στέφανοι διὰ στεφάνου ἐκ δάφνης μετὰ κυανολεύκου ταινίας, ὅπερ ἐπὶ τῆς Σχολῆς τῆς Ἀθηνᾶς οἱ φοιτηταὶ τοῖς συναδέλφοις. (539, 947, 773, 1033)
paragraph: Ἐνθουσιασμὸς οἱ φοιτηταί, ἐνθουσιασμὸν ἐμπνεύσαντες εἰς τοὺς διαβάτας. (794, 1253, 1028, 1295)
paragraph: Εἰς τὸν λιμένα ἦσαν ὅλα τὰ σκάφη ἀτμόπλοια τῶν πρακτορείων καὶ πολεμικὰ πλοῖα κεκοσμημένα τοῖς σημαίαις, μεγάλως τὰ ἐθνικὰ πλοῖα. (1049, 982, 1284, 1039)
headline-box (284, 1254, 518, 1358)
newspaper-page (20, 22, 1548, 2315)
inscription: «Ἐψηφίσατο Ἀκαδημαϊκὴ Σύγκλητος τῇ 30 Μαΐου 1898. Πρυτανεύοντος Σπυρίδωνος Μαγκάκη.» (539, 1356, 773, 1398)
paragraph: τοῦ Ἐθνικοῦ Πανεπιστημίου. (1049, 42, 1211, 55)
